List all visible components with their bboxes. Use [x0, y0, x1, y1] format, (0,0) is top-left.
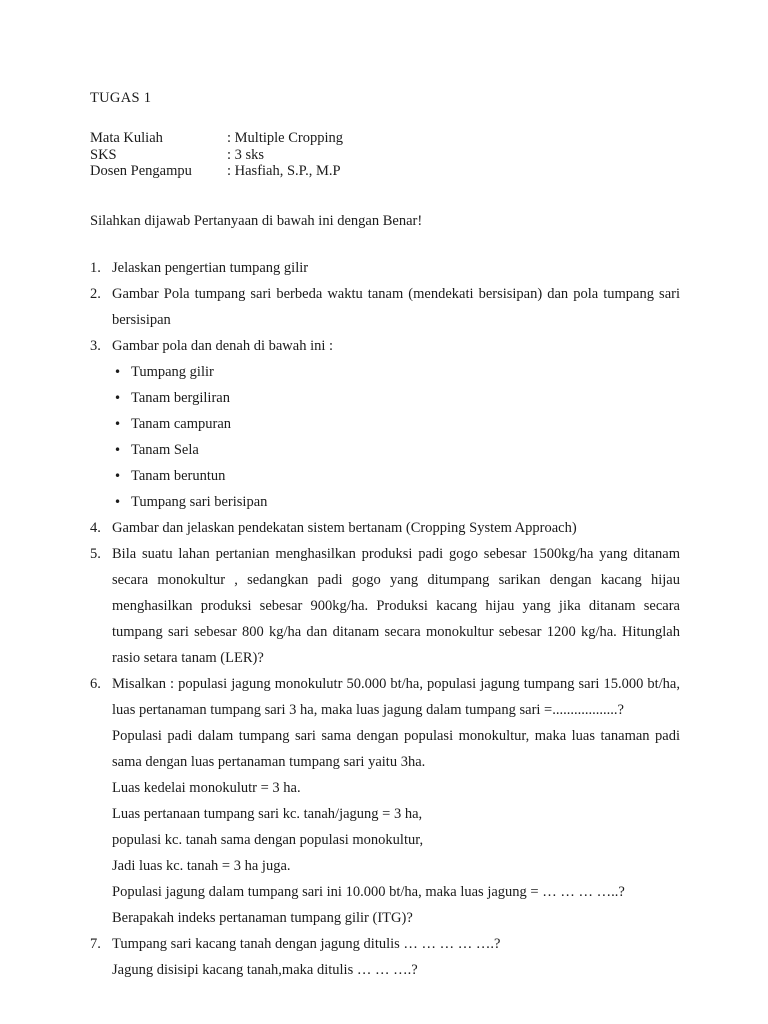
question-number: 4.: [90, 519, 101, 536]
question-number: 3.: [90, 337, 101, 354]
question-text: Gambar dan jelaskan pendekatan sistem bertanam (Cropping System Approach): [112, 519, 577, 536]
question-paragraph: Luas pertanaan tumpang sari kc. tanah/jagung = 3 ha,: [112, 805, 423, 822]
question-paragraph: Tumpang sari kacang tanah dengan jagung ditulis … … … … ….?: [112, 935, 501, 952]
meta-row-mata-kuliah: [90, 130, 680, 147]
page-title: TUGAS 1: [90, 90, 152, 106]
bullet-icon: •: [114, 390, 122, 405]
question-paragraph: Populasi jagung dalam tumpang sari ini 10.000 bt/ha, maka luas jagung = … … … …..?: [112, 883, 625, 900]
question-paragraph: Populasi padi dalam tumpang sari sama dengan populasi monokultur, maka luas tanaman padi sama dengan luas pertanaman tumpang sari yaitu 3ha.: [112, 727, 680, 770]
pattern-bullet-list: [112, 359, 680, 515]
question-paragraph: Jagung disisipi kacang tanah,maka ditulis … … ….?: [112, 961, 418, 978]
instruction-line: Silahkan dijawab Pertanyaan di bawah ini dengan Benar!: [90, 212, 423, 229]
question-number: 6.: [90, 675, 101, 692]
bullet-icon: •: [114, 468, 122, 483]
question-1: [90, 255, 680, 281]
course-meta: [90, 130, 680, 180]
list-item: [112, 489, 680, 515]
meta-value: : 3 sks: [227, 146, 265, 163]
question-paragraph: Luas kedelai monokulutr = 3 ha.: [112, 779, 301, 796]
question-text: Jelaskan pengertian tumpang gilir: [112, 259, 309, 276]
question-text: Gambar Pola tumpang sari berbeda waktu tanam (mendekati bersisipan) dan pola tumpang sari bersisipan: [112, 285, 680, 328]
question-2: [90, 281, 680, 333]
meta-label: Mata Kuliah: [90, 130, 163, 146]
bullet-icon: •: [114, 494, 122, 509]
list-item: [112, 385, 680, 411]
meta-value: : Hasfiah, S.P., M.P: [227, 163, 341, 179]
meta-label: Dosen Pengampu: [90, 163, 192, 179]
bullet-icon: •: [114, 364, 122, 379]
bullet-icon: •: [114, 416, 122, 431]
question-7: [90, 931, 680, 983]
meta-row-dosen: [90, 163, 680, 180]
bullet-icon: •: [114, 442, 122, 457]
question-3: [90, 333, 680, 515]
bullet-label: Tumpang sari berisipan: [131, 493, 268, 510]
bullet-label: Tanam bergiliran: [131, 389, 230, 406]
bullet-label: Tanam beruntun: [131, 467, 226, 484]
question-paragraph: populasi kc. tanah sama dengan populasi monokultur,: [112, 831, 424, 848]
bullet-label: Tanam campuran: [131, 415, 232, 432]
bullet-label: Tanam Sela: [131, 441, 199, 458]
meta-value: : Multiple Cropping: [227, 130, 343, 146]
question-paragraph: Jadi luas kc. tanah = 3 ha juga.: [112, 857, 291, 874]
list-item: [112, 463, 680, 489]
question-text: Bila suatu lahan pertanian menghasilkan produksi padi gogo sebesar 1500kg/ha yang ditanam secara monokultur , sedangkan padi gogo yang ditumpang sarikan dengan kacang hijau menghasilkan produksi sebesar 900kg/ha. Produksi kacang hijau yang jika ditanam secara tumpang sari sebesar 800 kg/ha dan ditanam secara monokultur sebesar 1200 kg/ha. Hitunglah rasio setara tanam (LER)?: [112, 545, 680, 666]
question-list: [90, 255, 680, 983]
list-item: [112, 411, 680, 437]
question-number: 1.: [90, 259, 101, 276]
meta-row-sks: [90, 147, 680, 164]
question-paragraph: Berapakah indeks pertanaman tumpang gilir (ITG)?: [112, 909, 413, 926]
bullet-label: Tumpang gilir: [131, 363, 214, 380]
question-number: 5.: [90, 545, 101, 562]
question-4: [90, 515, 680, 541]
question-number: 2.: [90, 285, 101, 302]
question-paragraph: Misalkan : populasi jagung monokulutr 50.000 bt/ha, populasi jagung tumpang sari 15.000 bt/ha, luas pertanaman tumpang sari 3 ha, maka luas jagung dalam tumpang sari =..................?: [112, 675, 680, 718]
question-text: Gambar pola dan denah di bawah ini :: [112, 337, 334, 354]
list-item: [112, 359, 680, 385]
question-6: [90, 671, 680, 931]
question-5: [90, 541, 680, 671]
list-item: [112, 437, 680, 463]
meta-label: SKS: [90, 146, 117, 163]
question-number: 7.: [90, 935, 101, 952]
